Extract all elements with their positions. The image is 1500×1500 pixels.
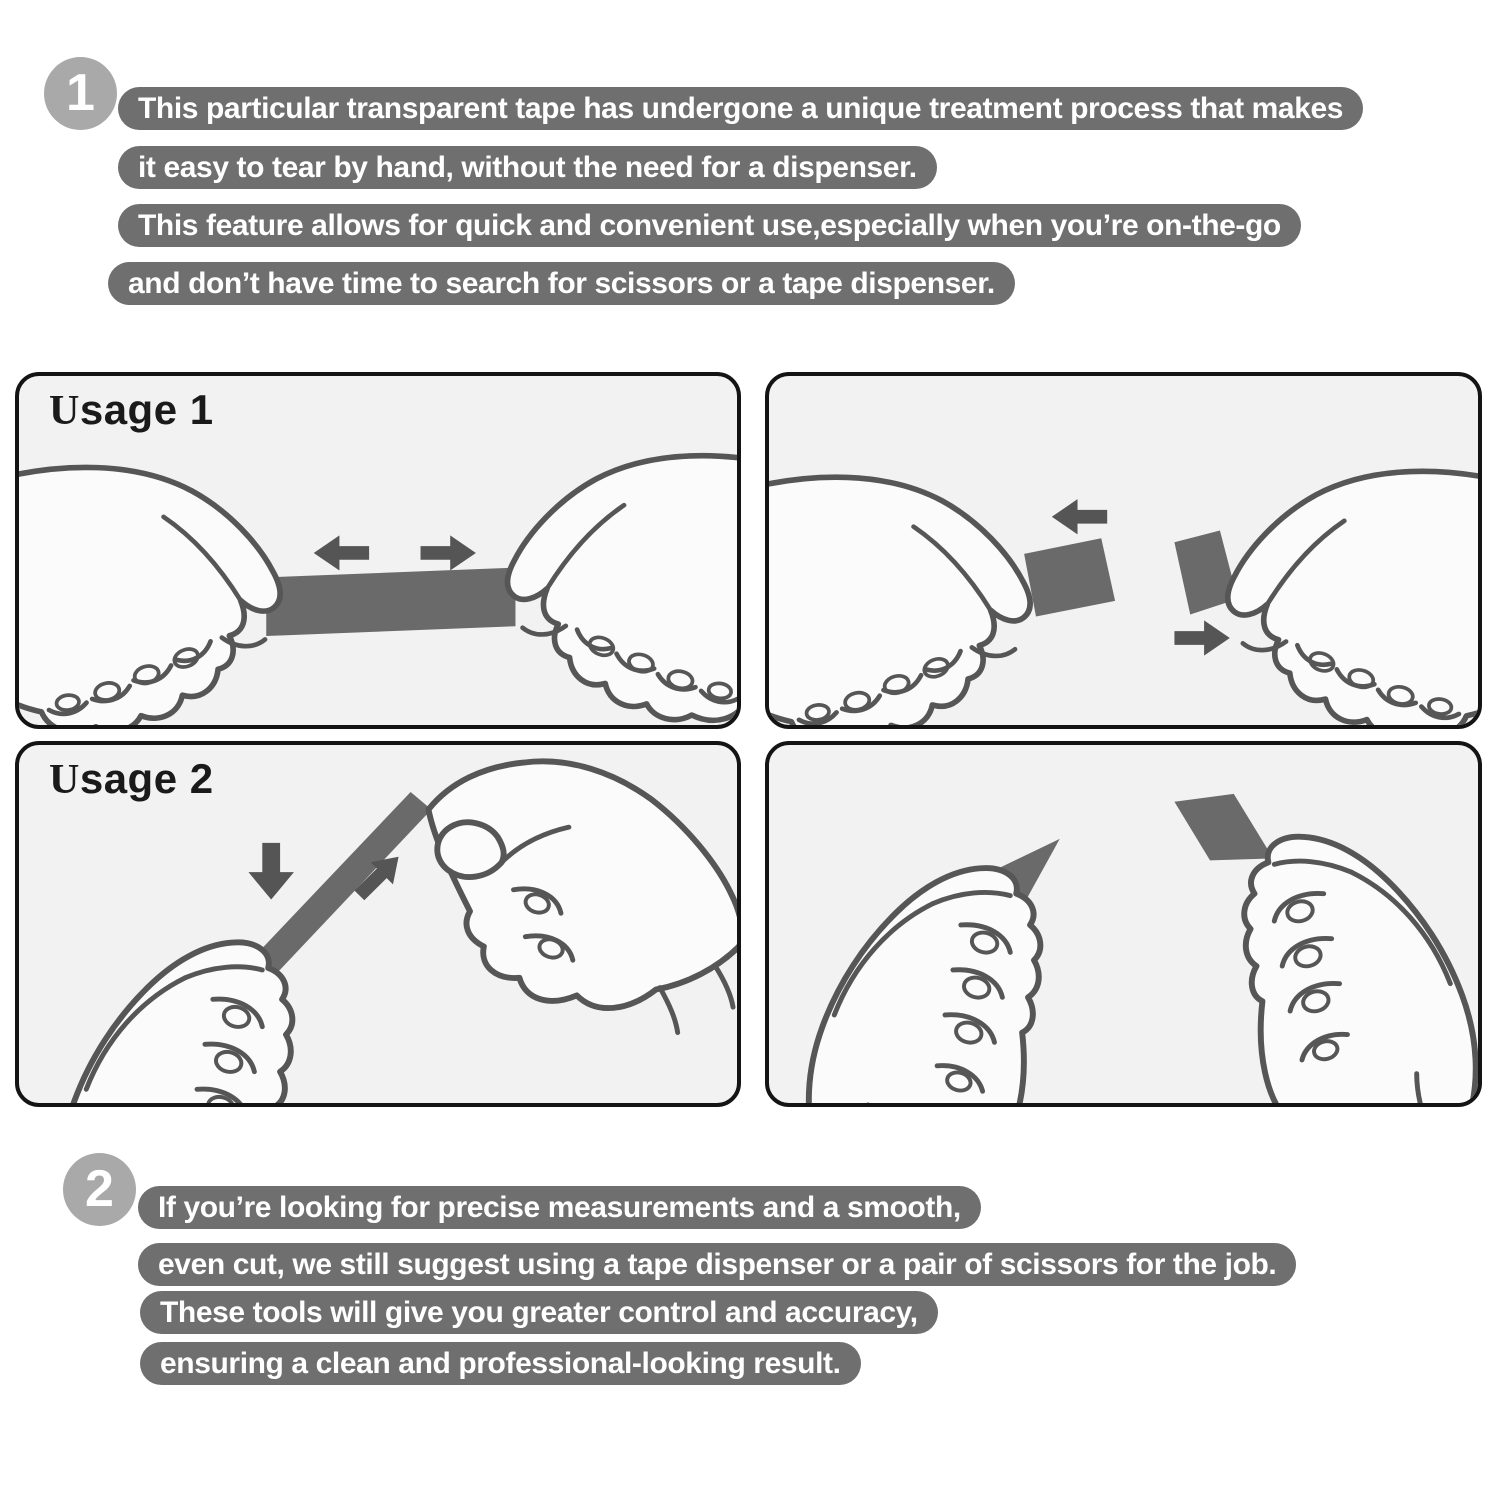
arrow-left-icon xyxy=(314,535,369,570)
torn-piece-right xyxy=(1174,794,1273,861)
holding-fist xyxy=(61,942,293,1103)
right-hand xyxy=(507,456,737,721)
tape-strip xyxy=(266,568,515,636)
usage2-result-panel xyxy=(765,741,1482,1107)
arrow-left-icon xyxy=(1052,499,1107,534)
arrow-right-icon xyxy=(1174,620,1229,655)
instruction-pill: This particular transparent tape has undergone a unique treatment process that makes xyxy=(118,87,1363,130)
instruction-pill: These tools will give you greater control and accuracy, xyxy=(140,1291,938,1334)
usage1-result-illustration xyxy=(769,376,1478,725)
panel-title: Usage 2 xyxy=(49,755,214,803)
right-hand xyxy=(1228,471,1478,725)
usage1-result-panel xyxy=(765,372,1482,729)
usage2-panel xyxy=(15,741,741,1107)
left-hand xyxy=(769,477,1030,725)
panel-title: Usage 1 xyxy=(49,386,214,434)
instruction-pill: ensuring a clean and professional-looking result. xyxy=(140,1342,861,1385)
instruction-pill: even cut, we still suggest using a tape dispenser or a pair of scissors for the job. xyxy=(138,1243,1296,1286)
instruction-pill: and don’t have time to search for scissors or a tape dispenser. xyxy=(108,262,1015,305)
instruction-pill: it easy to tear by hand, without the need for a dispenser. xyxy=(118,146,937,189)
right-fist xyxy=(1244,837,1476,1103)
arrow-right-icon xyxy=(421,535,476,570)
usage2-result-illustration xyxy=(769,745,1478,1103)
pinching-hand xyxy=(428,761,737,1032)
arrow-down-icon xyxy=(248,843,293,900)
step-badge-2: 2 xyxy=(63,1153,136,1226)
left-fist xyxy=(809,868,1041,1103)
left-hand xyxy=(19,467,280,725)
step-badge-1: 1 xyxy=(44,57,117,130)
instruction-pill: If you’re looking for precise measurements and a smooth, xyxy=(138,1186,981,1229)
torn-tape-left xyxy=(1024,538,1115,616)
usage1-panel xyxy=(15,372,741,729)
instruction-pill: This feature allows for quick and convenient use,especially when you’re on-the-go xyxy=(118,204,1301,247)
